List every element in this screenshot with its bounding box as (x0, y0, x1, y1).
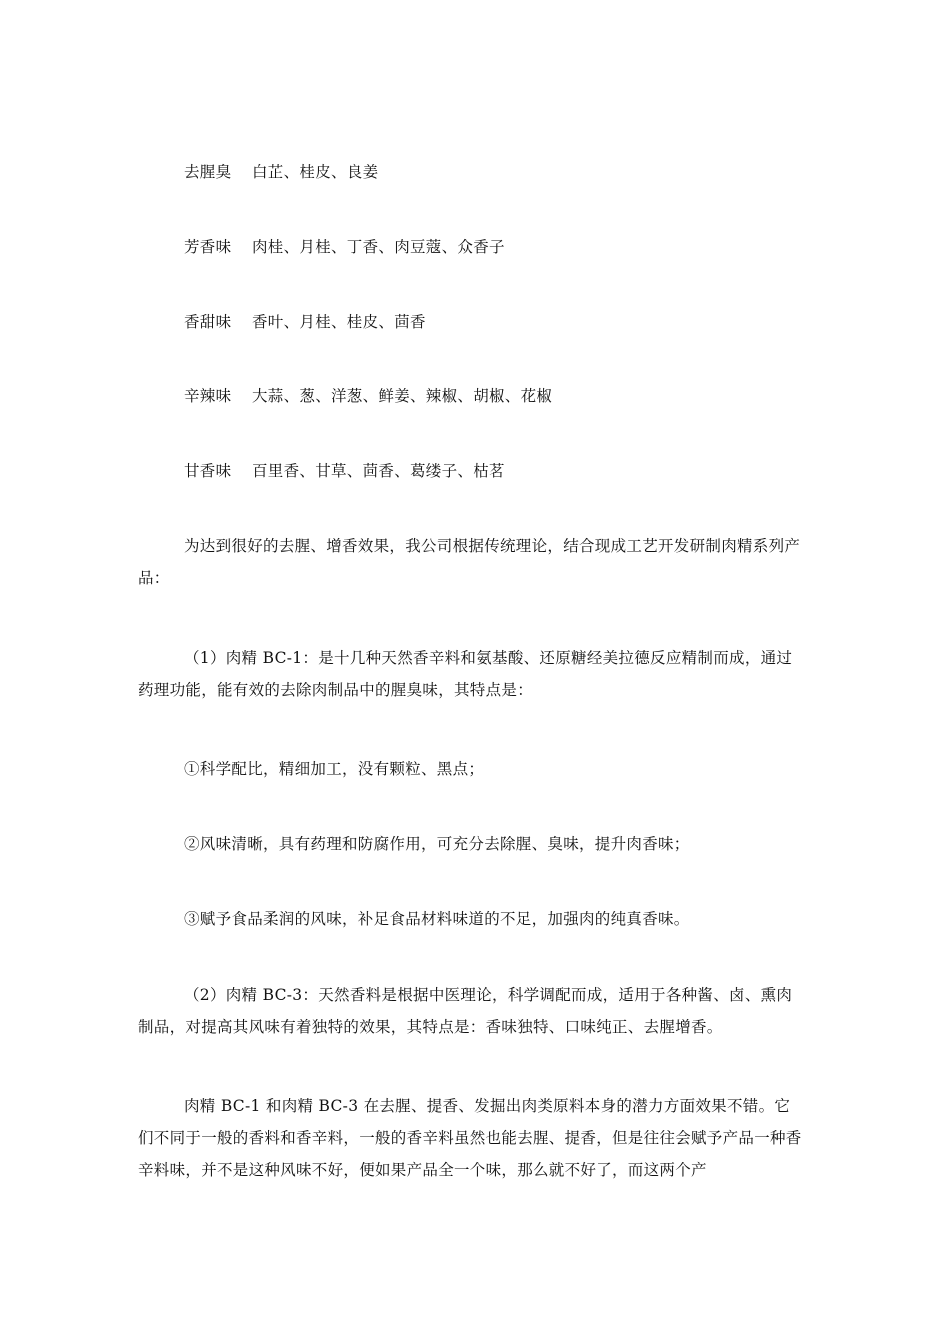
spice-row-pungent (184, 380, 552, 412)
spice-items: 肉桂、月桂、丁香、肉豆蔻、众香子 (252, 238, 505, 256)
feature-3: ③赋予食品柔润的风味，补足食品材料味道的不足，加强肉的纯真香味。 (184, 910, 690, 928)
spice-row-sweet (184, 306, 426, 338)
spice-category: 辛辣味 (184, 387, 232, 405)
summary-paragraph: 肉精 BC-1 和肉精 BC-3 在去腥、提香、发掘出肉类原料本身的潜力方面效果不错。它们不同于一般的香料和香辛料，一般的香辛料虽然也能去腥、提香，但是往往会赋予产品一种香辛料味，并不是这种风味不好，便如果产品全一个味，那么就不好了，而这两个产 (138, 1097, 802, 1179)
feature-1: ①科学配比，精细加工，没有颗粒、黑点； (184, 760, 485, 778)
spice-row-deodorize (184, 156, 378, 188)
spice-row-sweet-fragrant (184, 455, 505, 487)
spice-category: 甘香味 (184, 462, 232, 480)
spice-items: 大蒜、葱、洋葱、鲜姜、辣椒、胡椒、花椒 (252, 387, 553, 405)
bc3-paragraph: （2）肉精 BC-3：天然香料是根据中医理论，科学调配而成，适用于各种酱、卤、熏肉制品，对提高其风味有着独特的效果，其特点是：香味独特、口味纯正、去腥增香。 (138, 986, 793, 1036)
spice-items: 白芷、桂皮、良姜 (252, 163, 379, 181)
spice-row-aromatic (184, 231, 505, 263)
intro-paragraph: 为达到很好的去腥、增香效果，我公司根据传统理论，结合现成工艺开发研制肉精系列产品： (138, 537, 801, 587)
spice-items: 百里香、甘草、茴香、葛缕子、枯茗 (252, 462, 505, 480)
spice-category: 去腥臭 (184, 163, 232, 181)
spice-items: 香叶、月桂、桂皮、茴香 (252, 313, 426, 331)
feature-2: ②风味清晰，具有药理和防腐作用，可充分去除腥、臭味，提升肉香味； (184, 835, 690, 853)
spice-category: 芳香味 (184, 238, 232, 256)
bc1-paragraph: （1）肉精 BC-1：是十几种天然香辛料和氨基酸、还原糖经美拉德反应精制而成，通过药理功能，能有效的去除肉制品中的腥臭味，其特点是： (138, 649, 793, 699)
spice-category: 香甜味 (184, 313, 232, 331)
